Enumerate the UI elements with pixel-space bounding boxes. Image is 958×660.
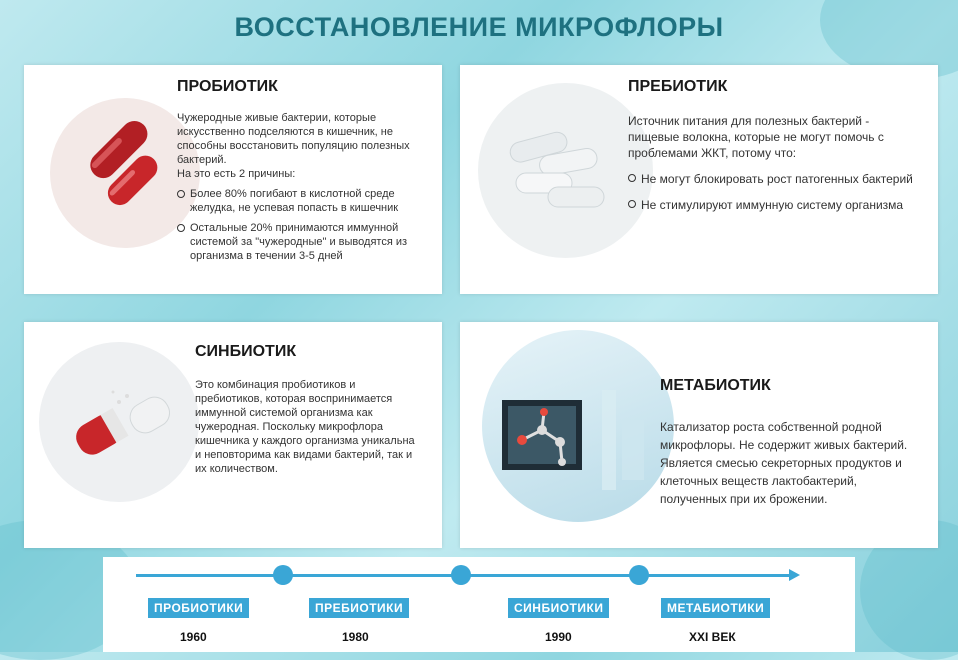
timeline-dot — [451, 565, 471, 585]
timeline-label-probiotics: ПРОБИОТИКИ — [148, 598, 249, 618]
prebiotic-image — [478, 83, 653, 258]
timeline — [103, 557, 855, 652]
synbiotic-text: Это комбинация пробиотиков и пребиотиков, которая воспринимается иммунной системой организма как чужеродная. Поскольку микрофлора кишечника у каждого организма уникальна и неповторима как видами бактерий, так и их количеством. — [195, 379, 415, 475]
probiotic-heading: ПРОБИОТИК — [177, 78, 278, 95]
prebiotic-bullet: Не стимулируют иммунную систему организма — [628, 197, 913, 213]
timeline-year: 1960 — [180, 630, 207, 644]
timeline-dot — [273, 565, 293, 585]
timeline-label-metabiotics: МЕТАБИОТИКИ — [661, 598, 770, 618]
page-title: ВОССТАНОВЛЕНИЕ МИКРОФЛОРЫ — [234, 12, 724, 42]
timeline-dot — [629, 565, 649, 585]
prebiotic-card — [460, 65, 938, 294]
prebiotic-heading: ПРЕБИОТИК — [628, 78, 728, 95]
synbiotic-card — [24, 322, 442, 548]
probiotic-bullet: Остальные 20% принимаются иммунной системой за "чужеродные" и выводятся из организма в течении 3-5 дней — [177, 221, 417, 263]
probiotic-card — [24, 65, 442, 294]
synbiotic-image — [39, 342, 199, 502]
timeline-label-prebiotics: ПРЕБИОТИКИ — [309, 598, 409, 618]
metabiotic-card — [460, 322, 938, 548]
timeline-year: 1990 — [545, 630, 572, 644]
timeline-year: 1980 — [342, 630, 369, 644]
timeline-label-synbiotics: СИНБИОТИКИ — [508, 598, 609, 618]
prebiotic-bullet: Не могут блокировать рост патогенных бактерий — [628, 171, 913, 187]
white-capsules-icon — [478, 83, 653, 258]
probiotic-reasons-intro: На это есть 2 причины: — [177, 168, 296, 180]
metabiotic-image — [482, 330, 674, 522]
metabiotic-text: Катализатор роста собственной родной микрофлоры. Не содержит живых бактерий. Является смесью секреторных продуктов и клеточных веществ лактобактерий, полученных при их брожении. — [660, 420, 908, 506]
molecule-lab-icon — [482, 330, 674, 522]
metabiotic-heading: МЕТАБИОТИК — [660, 377, 771, 394]
probiotic-bullet: Более 80% погибают в кислотной среде желудка, не успевая попасть в кишечник — [177, 187, 417, 215]
probiotic-intro: Чужеродные живые бактерии, которые искусственно подселяются в кишечник, не способны восстановить популяцию полезных бактерий. — [177, 112, 410, 166]
timeline-arrow-icon — [789, 569, 800, 581]
prebiotic-intro: Источник питания для полезных бактерий - пищевые волокна, которые не могут помочь с проблемами ЖКТ, потому что: — [628, 114, 884, 160]
timeline-year: XXI ВЕК — [689, 630, 736, 644]
synbiotic-heading: СИНБИОТИК — [195, 343, 297, 360]
open-capsule-icon — [39, 342, 199, 502]
